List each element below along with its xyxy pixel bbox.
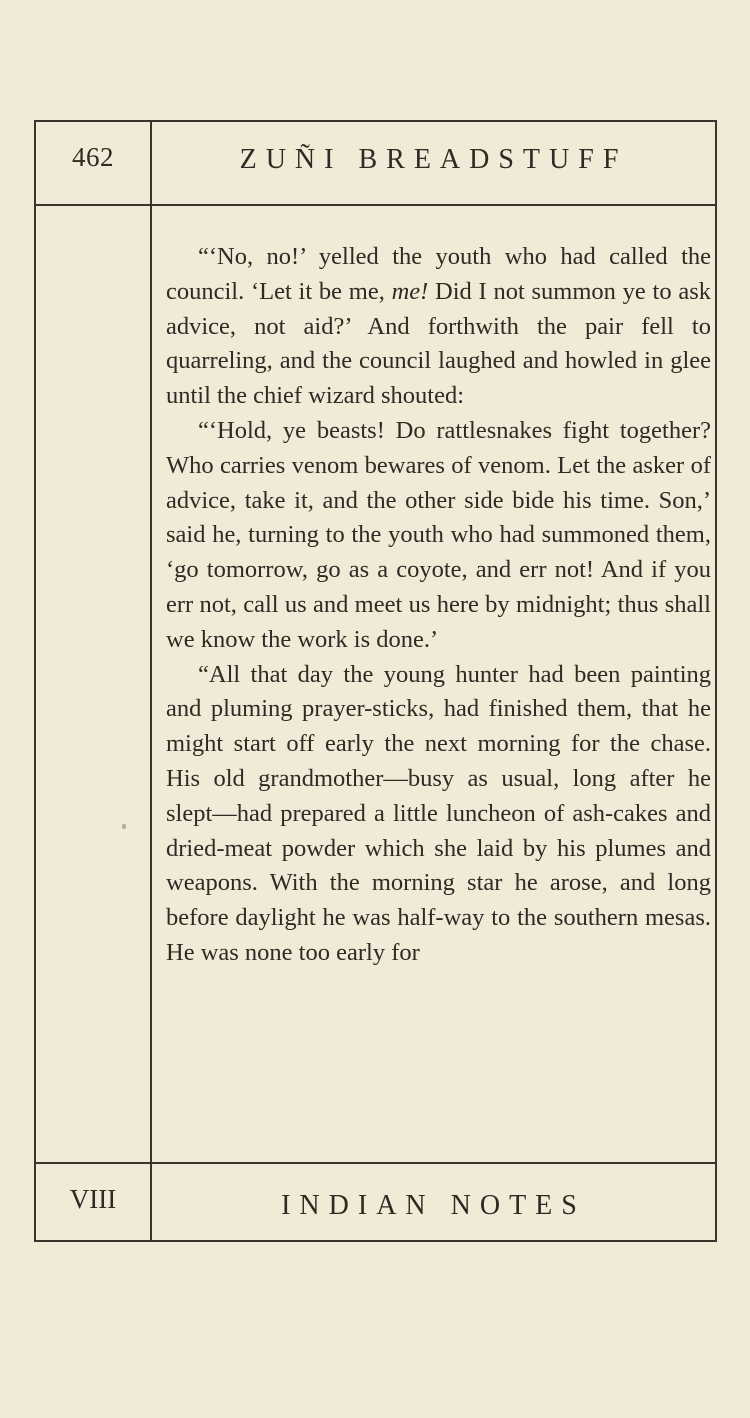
page-frame xyxy=(34,120,717,1242)
paragraph-2: “‘Hold, ye beasts! Do rattlesnakes fight together? Who carries venom bewares of venom. Let the asker of advice, take it, and the other side bide his time. Son,’ said he, turning to the youth who had summoned them, ‘go tomorrow, go as a coyote, and err not! And if you err not, call us and meet us here by midnight; thus shall we know the work is done.’ xyxy=(166,416,711,653)
margin-divider-vertical xyxy=(150,122,152,1240)
series-title: INDIAN NOTES xyxy=(281,1190,586,1221)
header-divider xyxy=(36,204,715,206)
paragraph-1-text-start: “‘No, no!’ yelled the youth who had called the council. ‘Let it be me, xyxy=(166,243,711,305)
page-number: 462 xyxy=(72,142,114,172)
volume-number: VIII xyxy=(69,1184,117,1214)
running-title: ZUÑI BREADSTUFF xyxy=(239,144,628,175)
paragraph-1 xyxy=(166,240,711,414)
ink-speck xyxy=(122,824,126,829)
paragraph-1-emphasis: me! xyxy=(391,277,429,305)
footer-divider xyxy=(36,1162,715,1164)
body-text xyxy=(166,240,711,971)
paragraph-1-text-end: Did I not summon ye to ask advice, not aid?’ And forthwith the pair fell to quarreling, and the council laughed and howled in glee until the chief wizard shouted: xyxy=(166,277,711,410)
paragraph-3: “All that day the young hunter had been painting and pluming prayer-sticks, had finished them, that he might start off early the next morning for the chase. His old grandmother—busy as usual, long after he slept—had prepared a little luncheon of ash-cakes and dried-meat powder which she laid by his plumes and weapons. With the morning star he arose, and long before daylight he was half-way to the southern mesas. He was none too early for xyxy=(166,660,711,966)
